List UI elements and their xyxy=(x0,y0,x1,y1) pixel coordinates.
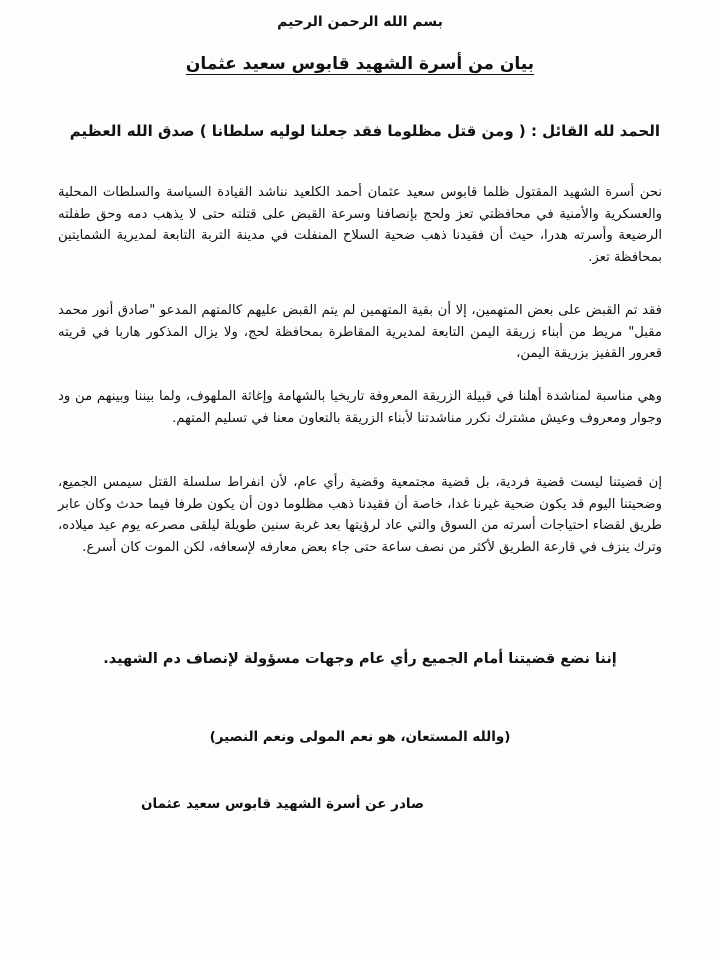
final-appeal-statement: إننا نضع قضيتنا أمام الجميع رأي عام وجهات مسؤولة لإنصاف دم الشهيد. xyxy=(103,651,617,667)
paragraph-public-cause: إن قضيتنا ليست قضية فردية، بل قضية مجتمعية وقضية رأي عام، لأن انفراط سلسلة القتل سيمس الجميع، وضحيتنا اليوم قد يكون ضحية غيرنا غدا، خاصة أن فقيدنا ذهب مظلوما دون أن يكون طرفا فيما حدث وكان عابر طريق لقضاء احتياجات أسرته من السوق والتي عاد لرؤيتها بعد غربة سنين طويلة ليلقى مصرعه يوم عيد ميلاده، وترك ينزف في قارعة الطريق لأكثر من نصف ساعة حتى جاء بعض معارفه لإسعافه، لكن الموت كان أسرع. xyxy=(58,475,662,555)
statement-title: بيان من أسرة الشهيد قابوس سعيد عثمان xyxy=(185,54,535,74)
closing-phrase: (والله المستعان، هو نعم المولى ونعم النصير) xyxy=(209,729,511,745)
paragraph-appeal-authorities: نحن أسرة الشهيد المقتول ظلما قابوس سعيد عثمان أحمد الكلعيد نناشد القيادة السياسة والسلطات المحلية والعسكرية والأمنية في محافظتي تعز ولحج بإنصافنا وسرعة القبض على قتلته حتى لا يذهب دمه وحق طفلته الرضيعة وأسرته هدرا، حيث أن فقيدنا ذهب ضحية السلاح المنفلت في مدينة التربة التابعة لمديرية الشمايتين بمحافظة تعز. xyxy=(58,185,662,265)
signature-line: صادر عن أسرة الشهيد قابوس سعيد عثمان xyxy=(141,796,424,812)
paragraph-tribe-appeal: وهي مناسبة لمناشدة أهلنا في قبيلة الزريقة المعروفة تاريخيا بالشهامة وإغاثة الملهوف، ولما بيننا وبينهم من ود وجوار ومعروف وعيش مشترك نكرر مناشدتنا لأبناء الزريقة بالتعاون معنا في تسليم المتهم. xyxy=(58,389,662,426)
paragraph-suspects-status: فقد تم القبض على بعض المتهمين، إلا أن بقية المتهمين لم يتم القبض عليهم كالمتهم المدعو "صادق أنور محمد مقبل" مريط من أبناء زريقة اليمن التابعة لمديرية المقاطرة بمحافظة لحج، ولا يزال المذكور هاربا في قريته قعرور القفيز بزريقة اليمن، xyxy=(58,303,662,361)
quranic-verse-line: الحمد لله القائل : ( ومن قتل مظلوما فقد جعلنا لوليه سلطانا ) صدق الله العظيم xyxy=(69,122,660,140)
basmala-heading: بسم الله الرحمن الرحيم xyxy=(277,14,443,30)
